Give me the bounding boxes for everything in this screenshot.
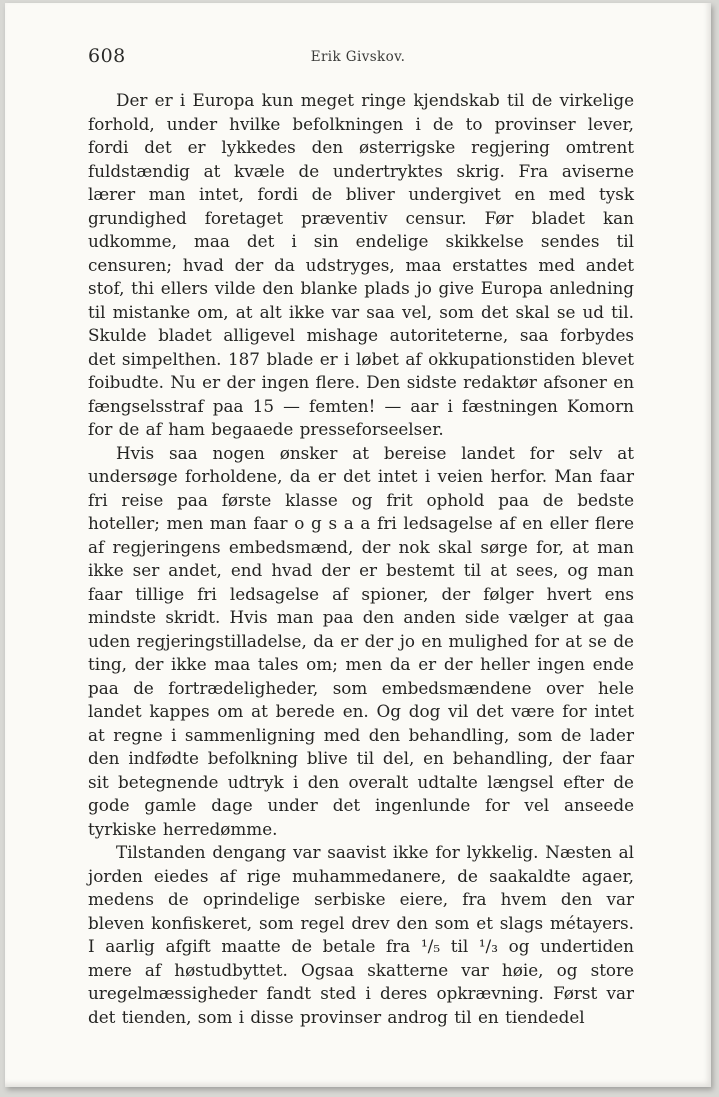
- scanned-book-page: [5, 3, 711, 1087]
- page-number: 608: [88, 45, 126, 67]
- running-title: Erik Givskov.: [310, 49, 406, 65]
- paragraph: Hvis saa nogen ønsker at bereise landet for selv at undersøge forholdene, da er det intet i veien herfor. Man faar fri reise paa første klasse og frit ophold paa de bedste hoteller; men man faar o g s a a fri ledsagelse af en eller flere af regjeringens embedsmænd, der nok skal sørge for, at man ikke ser andet, end hvad der er bestemt til at sees, og man faar tillige fri ledsagelse af spioner, der følger hvert ens mindste skridt. Hvis man paa den anden side vælger at gaa uden regjeringstilladelse, da er der jo en mulighed for at se de ting, der ikke maa tales om; men da er der heller ingen ende paa de fortrædeligheder, som embedsmændene over hele landet kappes om at berede en. Og dog vil det være for intet at regne i sammenligning med den behandling, som de lader den indfødte befolkning blive til del, en behandling, der faar sit betegnende udtryk i den overalt udtalte længsel efter de gode gamle dage under det ingenlunde for vel anseede tyrkiske herredømme.: [88, 442, 634, 839]
- page-header: [5, 3, 711, 75]
- paragraph: Tilstanden dengang var saavist ikke for lykkelig. Næsten al jorden eiedes af rige muhammedanere, de saakaldte agaer, medens de oprindelige serbiske eiere, fra hvem den var bleven konfiskeret, som regel drev den som et slags métayers. I aarlig afgift maatte de betale fra ¹/₅ til ¹/₃ og undertiden mere af høstudbyttet. Ogsaa skatterne var høie, og store uregelmæssigheder fandt sted i deres opkrævning. Først var det tienden, som i disse provinser androg til en tiendedel: [88, 842, 634, 1027]
- body-text: [88, 89, 634, 1029]
- paragraph: Der er i Europa kun meget ringe kjendskab til de virkelige forhold, under hvilke befolkningen i de to provinser lever, fordi det er lykkedes den østerrigske regjering omtrent fuldstændig at kvæle de undertryktes skrig. Fra aviserne lærer man intet, fordi de bliver undergivet en med tysk grundighed foretaget præventiv censur. Før bladet kan udkomme, maa det i sin endelige skikkelse sendes til censuren; hvad der da udstryges, maa erstattes med andet stof, thi ellers vilde den blanke plads jo give Europa anledning til mistanke om, at alt ikke var saa vel, som det skal se ud til. Skulde bladet alligevel mishage autoriteterne, saa forbydes det simpelthen. 187 blade er i løbet af okkupationstiden blevet foibudte. Nu er der ingen flere. Den sidste redaktør afsoner en fængselsstraf paa 15 — femten! — aar i fæstningen Komorn for de af ham begaaede presseforseelser.: [88, 90, 634, 439]
